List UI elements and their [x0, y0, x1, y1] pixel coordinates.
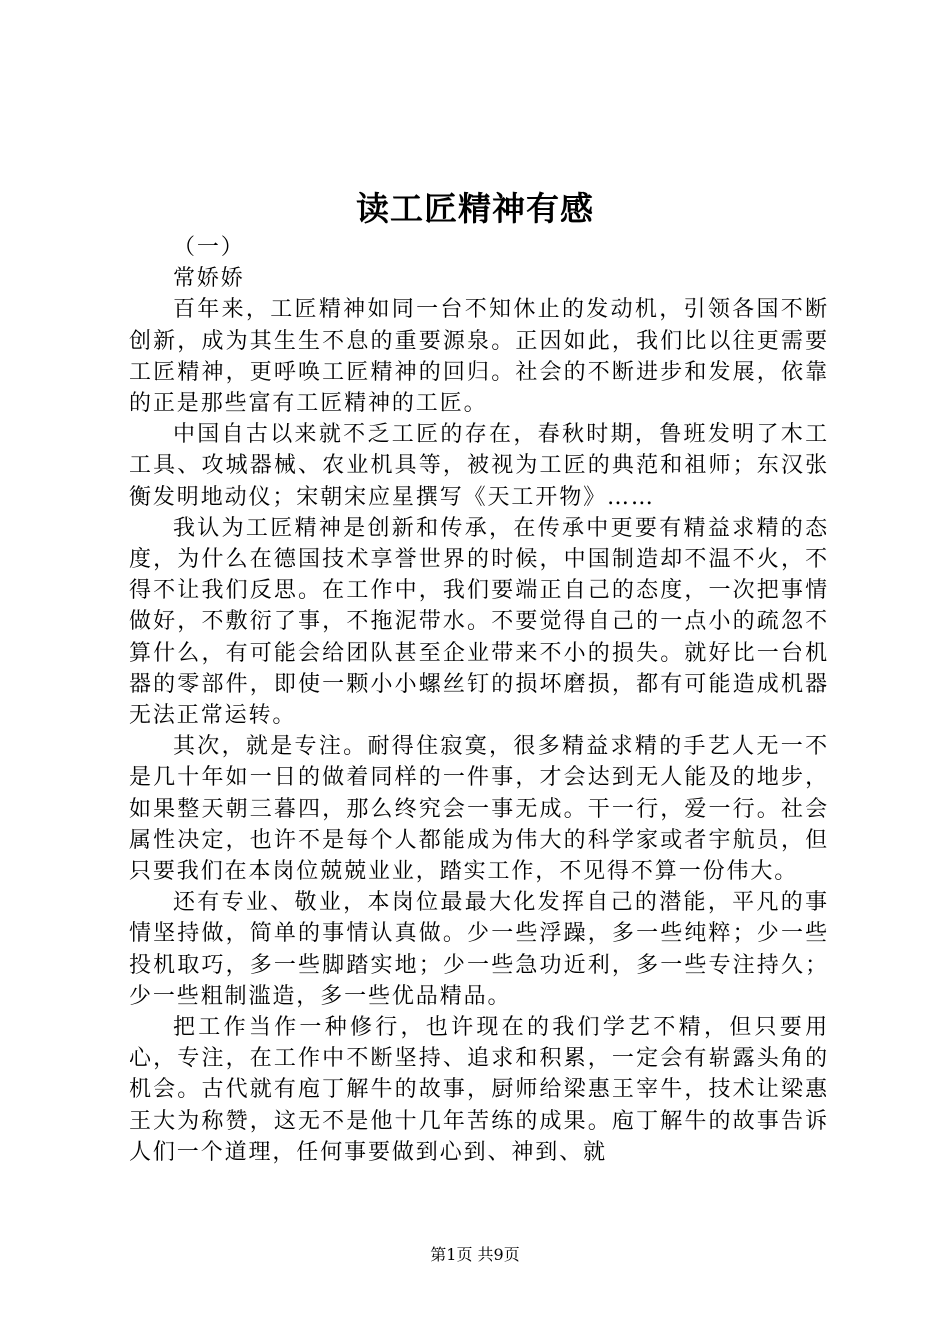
section-number: （一） [173, 235, 245, 260]
page-footer: 第1页 共9页 [430, 1245, 520, 1264]
document-body [129, 232, 829, 1168]
author-name: 常娇娇 [173, 266, 245, 292]
body-paragraph: 我认为工匠精神是创新和传承，在传承中更要有精益求精的态度，为什么在德国技术享誉世界的时候，中国制造却不温不火，不得不让我们反思。在工作中，我们要端正自己的态度，一次把事情做好，不敷衍了事，不拖泥带水。不要觉得自己的一点小的疏忽不算什么，有可能会给团队甚至企业带来不小的损失。就好比一台机器的零部件，即使一颗小小螺丝钉的损坏磨损，都有可能造成机器无法正常运转。 [129, 515, 829, 729]
document-title: 读工匠精神有感 [356, 189, 594, 228]
body-paragraph: 其次，就是专注。耐得住寂寞，很多精益求精的手艺人无一不是几十年如一日的做着同样的一件事，才会达到无人能及的地步，如果整天朝三暮四，那么终究会一事无成。干一行，爱一行。社会属性决定，也许不是每个人都能成为伟大的科学家或者宇航员，但只要我们在本岗位兢兢业业，踏实工作，不见得不算一份伟大。 [129, 734, 829, 885]
body-paragraph: 百年来，工匠精神如同一台不知休止的发动机，引领各国不断创新，成为其生生不息的重要源泉。正因如此，我们比以往更需要工匠精神，更呼唤工匠精神的回归。社会的不断进步和发展，依靠的正是那些富有工匠精神的工匠。 [129, 297, 829, 417]
body-paragraph: 还有专业、敬业，本岗位最最大化发挥自己的潜能，平凡的事情坚持做，简单的事情认真做。少一些浮躁，多一些纯粹；少一些投机取巧，多一些脚踏实地；少一些急功近利，多一些专注持久；少一些粗制滥造，多一些优品精品。 [129, 890, 829, 1009]
body-paragraph: 中国自古以来就不乏工匠的存在，春秋时期，鲁班发明了木工工具、攻城器械、农业机具等，被视为工匠的典范和祖师；东汉张衡发明地动仪；宋朝宋应星撰写《天工开物》…… [129, 422, 829, 510]
body-paragraph: 把工作当作一种修行，也许现在的我们学艺不精，但只要用心，专注，在工作中不断坚持、追求和积累，一定会有崭露头角的机会。古代就有庖丁解牛的故事，厨师给梁惠王宰牛，技术让梁惠王大为称赞，这无不是他十几年苦练的成果。庖丁解牛的故事告诉人们一个道理，任何事要做到心到、神到、就 [129, 1015, 829, 1165]
